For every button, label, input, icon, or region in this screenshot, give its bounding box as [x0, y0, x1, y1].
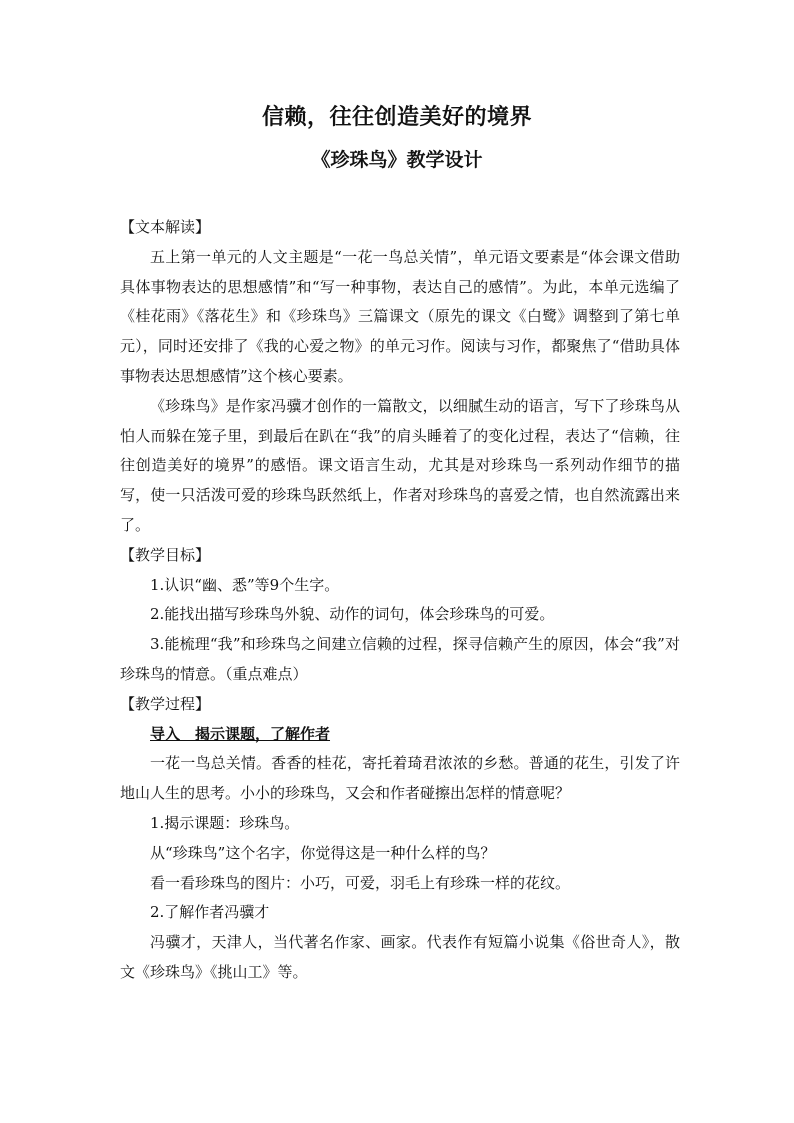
paragraph-author-intro: 冯骥才，天津人，当代著名作家、画家。代表作有短篇小说集《俗世奇人》，散文《珍珠鸟》《挑山工》等。 — [120, 933, 680, 981]
paragraph-intro: 一花一鸟总关情。香香的桂花，寄托着琦君浓浓的乡愁。普通的花生，引发了许地山人生的思考。小小的珍珠鸟，又会和作者碰擦出怎样的情意呢？ — [120, 754, 680, 803]
section-heading-goals: 【教学目标】 — [120, 545, 211, 564]
document-body — [120, 213, 680, 988]
paragraph-unit-theme: 五上第一单元的人文主题是“一花一鸟总关情”，单元语文要素是“体会课文借助具体事物表达的思想感情”和“写一种事物，表达自己的感情”。为此，本单元选编了《桂花雨》《落花生》和《珍珠鸟》三篇课文（原先的课文《白鹭》调整到了第七单元），同时还安排了《我的心爱之物》的单元习作。阅读与习作，都聚焦了“借助具体事物表达思想感情”这个核心要素。 — [120, 247, 680, 385]
question-name-meaning: 从“珍珠鸟”这个名字，你觉得这是一种什么样的鸟？ — [150, 843, 496, 862]
document-title: 信赖，往往创造美好的境界 — [261, 104, 532, 130]
document-subtitle: 《珍珠鸟》教学设计 — [311, 149, 483, 171]
question-look-picture: 看一看珍珠鸟的图片：小巧，可爱，羽毛上有珍珠一样的花纹。 — [150, 873, 571, 892]
step-item-2: 2.了解作者冯骥才 — [150, 903, 270, 922]
section-heading-process: 【教学过程】 — [120, 694, 211, 713]
intro-heading: 导入 揭示课题，了解作者 — [150, 724, 331, 743]
goal-item-2: 2.能找出描写珍珠鸟外貌、动作的词句，体会珍珠鸟的可爱。 — [150, 605, 555, 624]
goal-item-3: 3.能梳理“我”和珍珠鸟之间建立信赖的过程，探寻信赖产生的原因，体会“我”对珍珠鸟的情意。（重点难点） — [120, 635, 680, 683]
goal-item-1: 1.认识“幽、悉”等9个生字。 — [150, 575, 340, 594]
section-heading-text-reading: 【文本解读】 — [120, 218, 211, 236]
paragraph-text-summary: 《珍珠鸟》是作家冯骥才创作的一篇散文，以细腻生动的语言，写下了珍珠鸟从怕人而躲在笼子里，到最后在趴在“我”的肩头睡着了的变化过程，表达了“信赖，往往创造美好的境界”的感悟。课文语言生动，尤其是对珍珠鸟一系列动作细节的描写，使一只活泼可爱的珍珠鸟跃然纸上，作者对珍珠鸟的喜爱之情，也自然流露出来了。 — [120, 396, 680, 534]
step-item-1: 1.揭示课题：珍珠鸟。 — [150, 813, 300, 832]
